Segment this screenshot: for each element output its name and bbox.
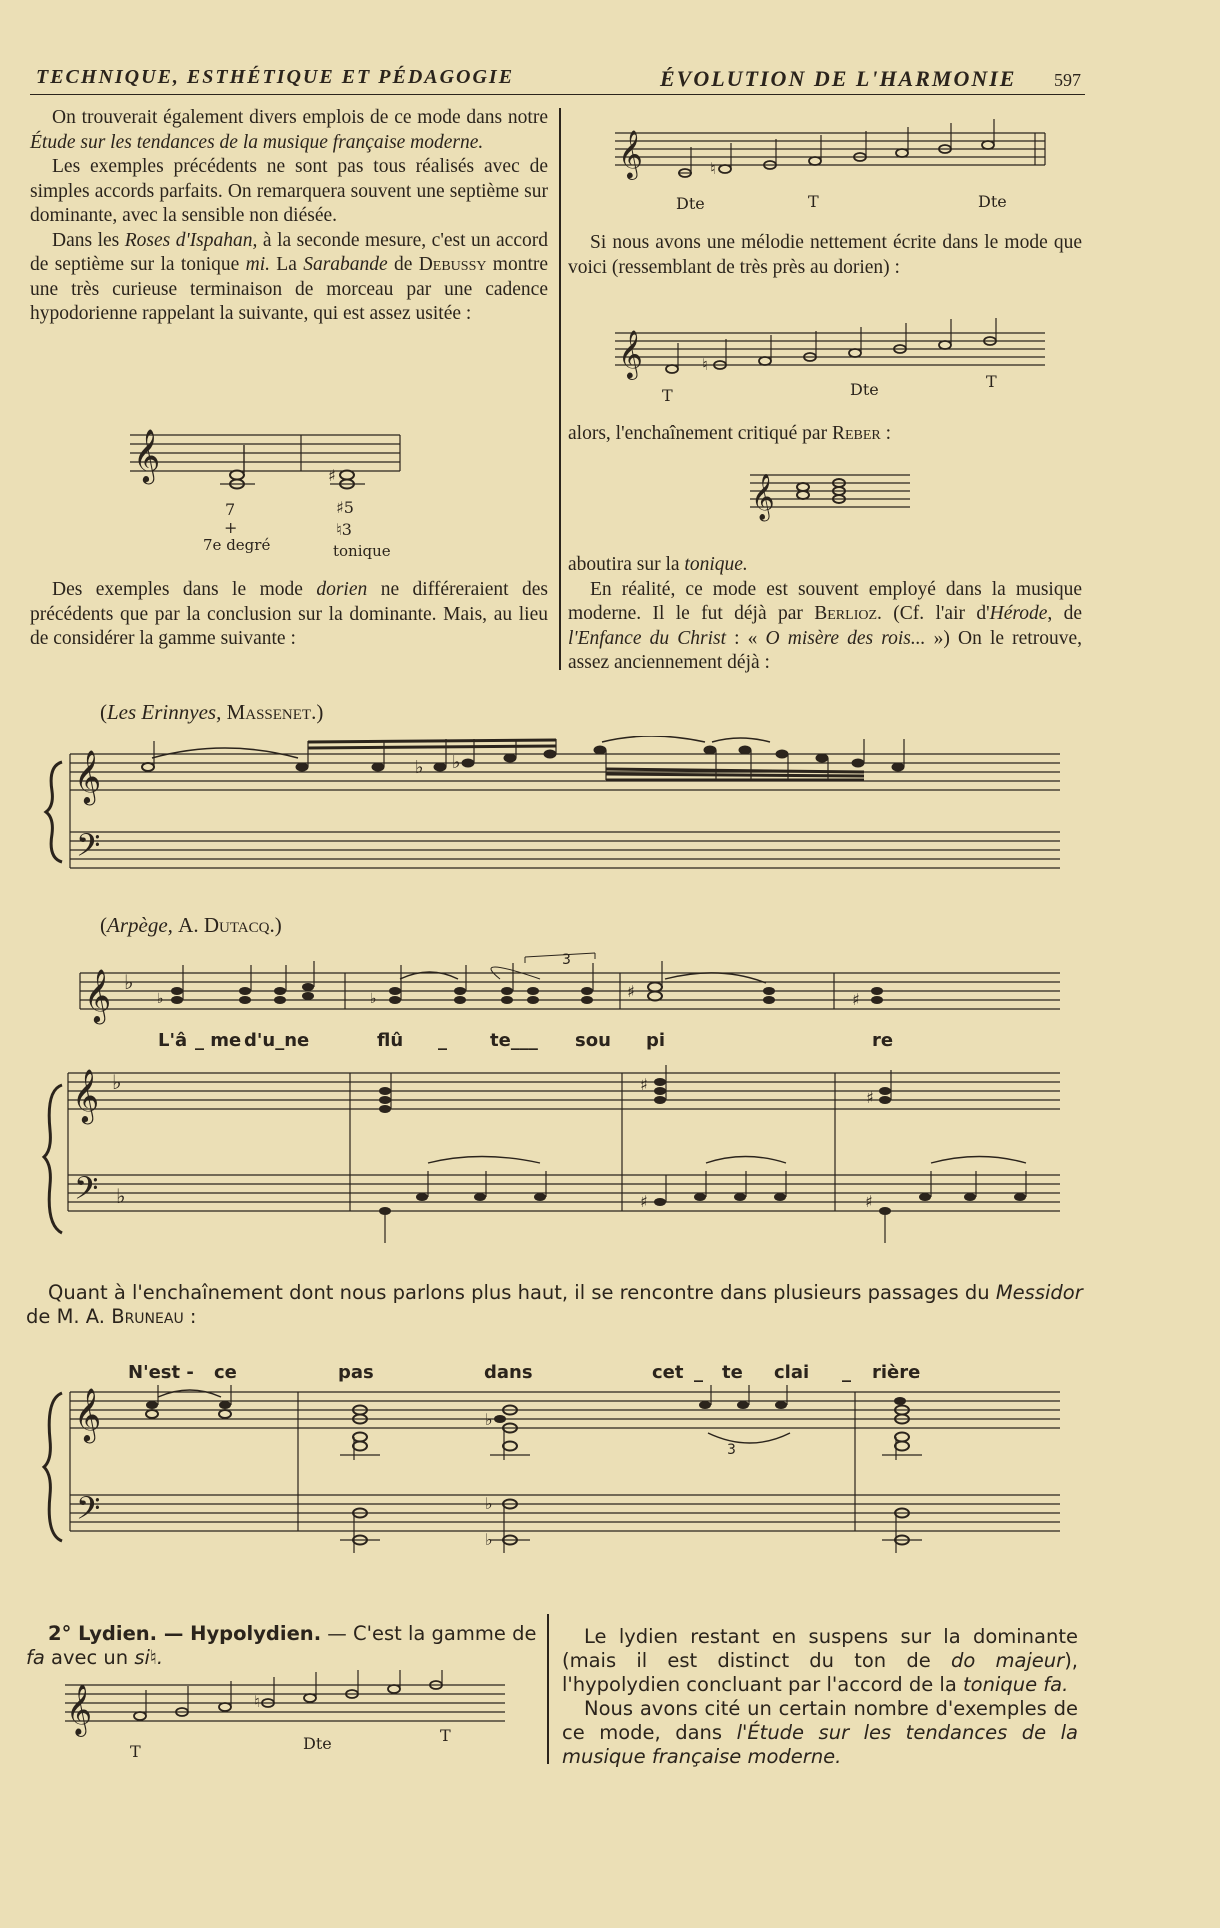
lydien-text	[562, 1625, 1078, 1769]
lyric-syllable: N'est -	[128, 1362, 194, 1383]
lyric-syllable: _	[694, 1362, 703, 1383]
svg-text:𝄢: 𝄢	[76, 827, 101, 871]
paragraph: alors, l'enchaînement critiqué par Reber :	[568, 423, 892, 444]
svg-text:♯: ♯	[865, 1192, 873, 1211]
right-column-mid	[568, 422, 1082, 447]
lyric-syllable: flû	[377, 1030, 404, 1051]
svg-text:𝄞: 𝄞	[133, 428, 161, 482]
svg-text:♭: ♭	[157, 991, 164, 1007]
svg-text:♭: ♭	[370, 991, 377, 1007]
svg-text:♭: ♭	[124, 970, 134, 994]
bruneau-intro: Quant à l'enchaînement dont nous parlons plus haut, il se rencontre dans plusieurs passages du Messidor de M. A. Bruneau :	[26, 1281, 1083, 1328]
paragraph: Dans les Roses d'Ispahan, à la seconde mesure, c'est un accord de septième sur la tonique mi. La Sarabande de Debussy montre une très curieuse terminaison de morceau par une cadence hypodorienne rappelant la suivante, qui est assez usitée :	[30, 229, 549, 324]
lyric-syllable: sou	[575, 1030, 611, 1051]
label-tonique: tonique	[333, 542, 391, 560]
reber-chord-example	[745, 458, 915, 528]
dutacq-score	[40, 945, 1060, 1260]
svg-text:𝄞: 𝄞	[66, 1684, 93, 1735]
label-seventh-degree: 7e degré	[203, 536, 271, 554]
svg-text:♮: ♮	[702, 355, 708, 374]
svg-text:♭: ♭	[485, 1530, 493, 1549]
svg-text:♭: ♭	[452, 752, 461, 773]
svg-text:𝄞: 𝄞	[618, 129, 643, 178]
lyric-syllable: re	[872, 1030, 894, 1051]
svg-text:𝄢: 𝄢	[76, 1490, 101, 1534]
page-number: 597	[1054, 70, 1081, 90]
svg-text:♯: ♯	[866, 1088, 874, 1107]
lyric-syllable: rière	[872, 1362, 921, 1383]
dorian-scale-2	[610, 318, 1050, 398]
paragraph: Si nous avons une mélodie nettement écrite dans le mode que voici (ressemblant de très près au dorien) :	[568, 232, 1082, 278]
lyric-syllable: clai	[774, 1362, 810, 1383]
svg-text:♯: ♯	[328, 466, 336, 485]
label-natural-three: ♮3	[336, 520, 352, 539]
massenet-score	[40, 736, 1060, 886]
svg-text:♭: ♭	[415, 757, 424, 778]
label-dominante: Dte	[850, 380, 879, 399]
example-caption-massenet: (Les Erinnyes, Massenet.)	[100, 700, 324, 724]
svg-text:𝄞: 𝄞	[74, 1387, 102, 1441]
lyric-syllable: d'u_ne	[244, 1030, 310, 1051]
svg-text:♭: ♭	[485, 1494, 493, 1513]
tuplet-number: 3	[727, 1442, 736, 1458]
label-seven: 7	[225, 500, 236, 519]
paragraph: Les exemples précédents ne sont pas tous réalisés avec de simples accords parfaits. On remarquera souvent une septième sur dominante, avec la sensible non diésée.	[30, 156, 548, 226]
label-plus: +	[224, 518, 238, 537]
right-column-top	[568, 231, 1082, 280]
lyric-syllable: te___	[490, 1030, 538, 1051]
paragraph: aboutira sur la tonique.	[568, 554, 748, 575]
paragraph: En réalité, ce mode est souvent employé dans la musique moderne. Il le fut déjà par Berlioz. (Cf. l'air d'Hérode, de l'Enfance du Christ : « O misère des rois... ») On le retrouve, assez anciennement déjà :	[568, 578, 1083, 673]
lyric-syllable: cet	[652, 1362, 684, 1383]
label-dominante: Dte	[676, 194, 705, 213]
svg-text:𝄞: 𝄞	[84, 968, 112, 1022]
svg-text:♯: ♯	[640, 1075, 648, 1094]
label-tonique: T	[440, 1726, 451, 1745]
svg-text:𝄞: 𝄞	[751, 474, 775, 520]
left-column-top	[30, 106, 548, 327]
lyric-syllable: pi	[646, 1030, 666, 1051]
svg-text:♭: ♭	[112, 1070, 122, 1094]
svg-text:𝄞: 𝄞	[618, 329, 643, 378]
lyric-syllable: _	[438, 1030, 447, 1051]
svg-text:♯: ♯	[640, 1192, 648, 1211]
left-column-bottom	[30, 578, 548, 652]
label-tonique: T	[986, 372, 997, 391]
label-sharp-five: ♯5	[336, 498, 354, 517]
dorian-scale-1	[610, 118, 1050, 198]
running-head-right: ÉVOLUTION DE L'HARMONIE	[660, 66, 1017, 91]
svg-text:♯: ♯	[852, 990, 860, 1009]
paragraph: Nous avons cité un certain nombre d'exemples de ce mode, dans l'Étude sur les tendances de la musique française moderne.	[562, 1697, 1078, 1768]
lyric-syllable: te	[722, 1362, 743, 1383]
column-divider	[547, 1614, 549, 1764]
svg-text:♮: ♮	[254, 1692, 260, 1711]
right-column-bottom	[568, 553, 1082, 676]
lyric-syllable: dans	[484, 1362, 533, 1383]
svg-text:♯: ♯	[627, 982, 635, 1001]
lyric-syllable: ce	[214, 1362, 237, 1383]
paragraph: Des exemples dans le mode dorien ne différeraient des précédents que par la conclusion sur la dominante. Mais, au lieu de considérer la gamme suivante :	[30, 579, 548, 649]
lydien-heading: 2° Lydien. — Hypolydien. — C'est la gamme de fa avec un si♮.	[26, 1622, 537, 1669]
paragraph: On trouverait également divers emplois de ce mode dans notre Étude sur les tendances de la musique française moderne.	[30, 107, 548, 153]
lyric-syllable: pas	[338, 1362, 374, 1383]
running-head-left: TECHNIQUE, ESTHÉTIQUE ET PÉDAGOGIE	[36, 66, 515, 88]
lyric-syllable: _	[842, 1362, 851, 1383]
paragraph: Le lydien restant en suspens sur la dominante (mais il est distinct du ton de do majeur), l'hypolydien concluant par l'accord de la tonique fa.	[562, 1625, 1078, 1696]
label-tonique: T	[808, 192, 819, 211]
svg-text:♭: ♭	[116, 1184, 126, 1208]
svg-text:𝄢: 𝄢	[74, 1170, 99, 1214]
svg-text:♮: ♮	[710, 159, 716, 178]
lyric-syllable: L'â	[158, 1030, 188, 1051]
label-dominante: Dte	[303, 1734, 332, 1753]
label-tonique: T	[662, 386, 673, 405]
tuplet-number: 3	[562, 952, 571, 968]
lyric-syllable: _ me	[195, 1030, 242, 1051]
column-divider	[559, 108, 561, 670]
label-tonique: T	[130, 1742, 141, 1761]
cadence-example-staff	[125, 415, 405, 515]
bruneau-score	[40, 1385, 1060, 1585]
svg-text:𝄞: 𝄞	[72, 1068, 100, 1122]
example-caption-dutacq: (Arpège, A. Dutacq.)	[100, 913, 282, 937]
svg-text:𝄞: 𝄞	[74, 749, 102, 803]
svg-text:♭: ♭	[485, 1410, 493, 1429]
label-dominante: Dte	[978, 192, 1007, 211]
header-rule	[30, 94, 1085, 95]
